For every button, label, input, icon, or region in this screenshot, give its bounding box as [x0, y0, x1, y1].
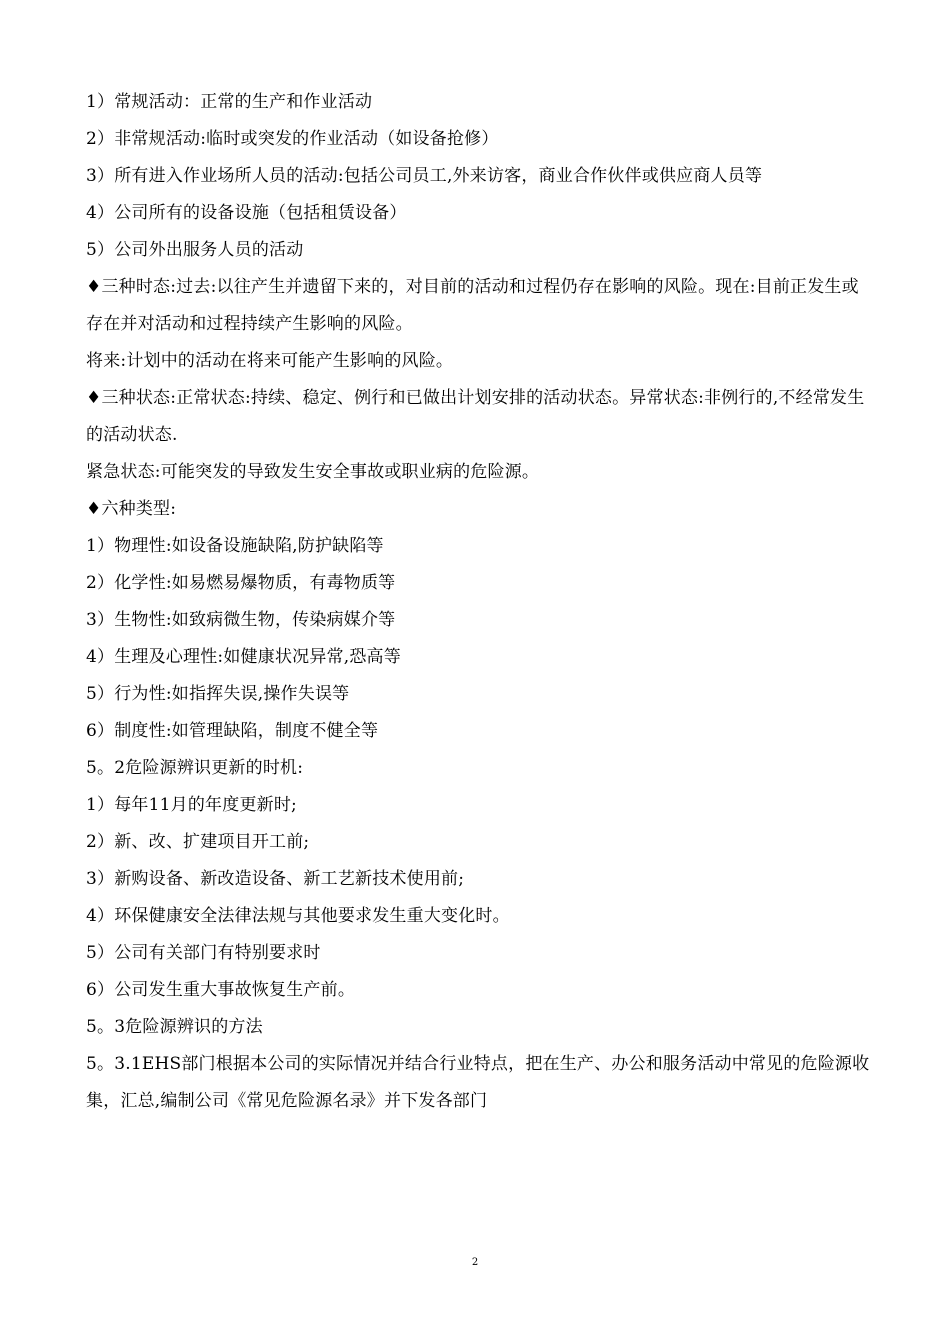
section-heading-identification-method: 5。3危险源辨识的方法	[86, 1017, 263, 1037]
page-number: 2	[471, 1257, 479, 1268]
paragraph-department-requirements: 5）公司有关部门有特别要求时	[86, 943, 321, 963]
paragraph-type-physical: 1）物理性:如设备设施缺陷,防护缺陷等	[86, 536, 384, 556]
paragraph-new-equipment: 3）新购设备、新改造设备、新工艺新技术使用前;	[86, 869, 465, 889]
paragraph-future-tense: 将来:计划中的活动在将来可能产生影响的风险。	[86, 351, 454, 371]
paragraph-equipment-facilities: 4）公司所有的设备设施（包括租赁设备）	[86, 203, 407, 223]
paragraph-ehs-hazard-list: 5。3.1EHS部门根据本公司的实际情况并结合行业特点，把在生产、办公和服务活动中常见的危险源收集，汇总,编制公司《常见危险源名录》并下发各部门	[86, 1054, 870, 1111]
paragraph-personnel-activities: 3）所有进入作业场所人员的活动:包括公司员工,外来访客，商业合作伙伴或供应商人员等	[86, 166, 763, 186]
paragraph-regulation-changes: 4）环保健康安全法律法规与其他要求发生重大变化时。	[86, 906, 510, 926]
paragraph-regular-activities: 1）常规活动：正常的生产和作业活动	[86, 92, 373, 112]
paragraph-type-chemical: 2）化学性:如易燃易爆物质，有毒物质等	[86, 573, 396, 593]
paragraph-new-projects: 2）新、改、扩建项目开工前;	[86, 832, 310, 852]
paragraph-type-behavioral: 5）行为性:如指挥失误,操作失误等	[86, 684, 350, 704]
paragraph-type-institutional: 6）制度性:如管理缺陷，制度不健全等	[86, 721, 379, 741]
paragraph-type-biological: 3）生物性:如致病微生物，传染病媒介等	[86, 610, 396, 630]
section-heading-update-timing: 5。2危险源辨识更新的时机:	[86, 758, 304, 778]
paragraph-type-physiological: 4）生理及心理性:如健康状况异常,恐高等	[86, 647, 401, 667]
paragraph-emergency-state: 紧急状态:可能突发的导致发生安全事故或职业病的危险源。	[86, 462, 540, 482]
paragraph-irregular-activities: 2）非常规活动:临时或突发的作业活动（如设备抢修）	[86, 129, 499, 149]
paragraph-major-accident: 6）公司发生重大事故恢复生产前。	[86, 980, 356, 1000]
paragraph-three-tenses: ♦三种时态:过去:以往产生并遗留下来的，对目前的活动和过程仍存在影响的风险。现在:目前正发生或存在并对活动和过程持续产生影响的风险。	[86, 277, 859, 334]
paragraph-six-types-heading: ♦六种类型:	[86, 499, 177, 519]
document-body	[86, 84, 870, 1120]
paragraph-outside-service: 5）公司外出服务人员的活动	[86, 240, 304, 260]
paragraph-three-states: ♦三种状态:正常状态:持续、稳定、例行和已做出计划安排的活动状态。异常状态:非例行的,不经常发生的活动状态.	[86, 388, 865, 445]
paragraph-annual-update: 1）每年11月的年度更新时;	[86, 795, 297, 815]
